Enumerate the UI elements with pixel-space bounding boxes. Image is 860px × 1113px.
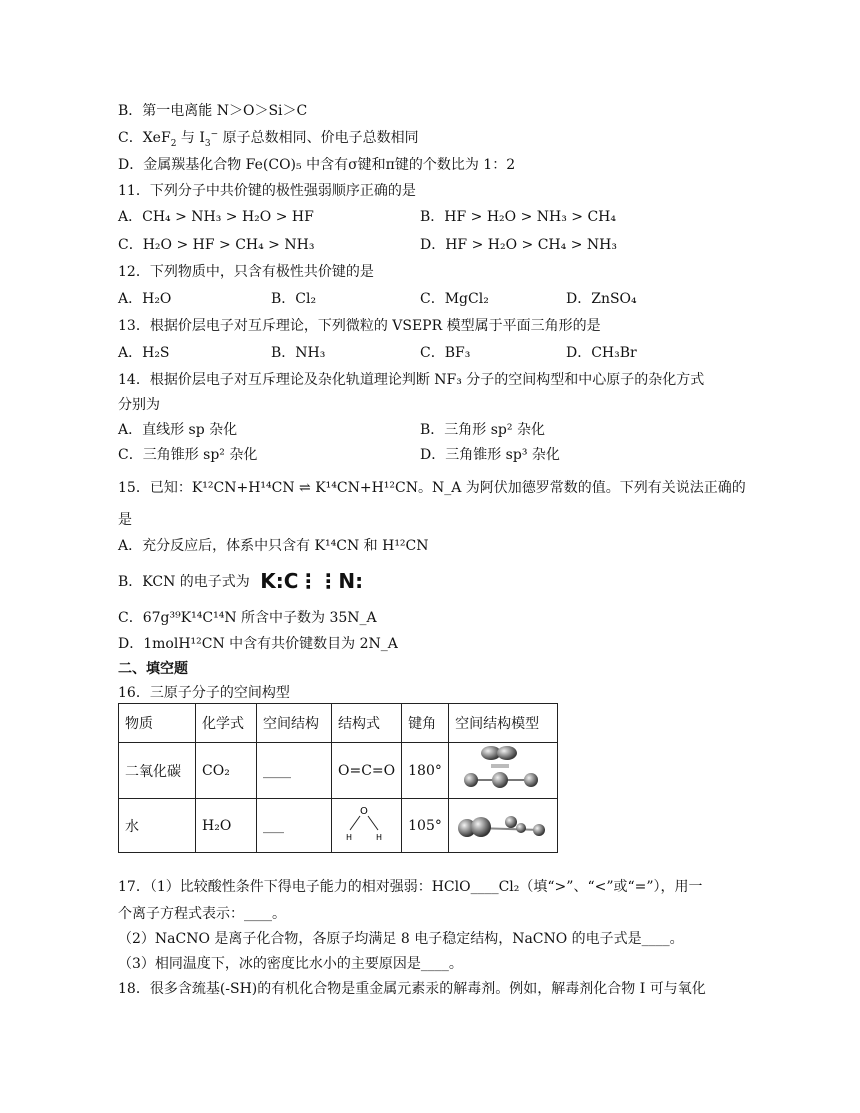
q10-option-c xyxy=(118,129,419,147)
structure-table xyxy=(118,703,558,853)
water-shape-blank[interactable]: ___ xyxy=(257,799,332,853)
q10-c-sub1: 2 xyxy=(170,138,177,149)
water-model-image xyxy=(449,799,558,853)
kcn-electron-formula: K:C⋮⋮N: xyxy=(260,569,364,593)
q11-option-b: B．HF > H₂O > NH₃ > CH₄ xyxy=(420,209,617,225)
q11-option-a: A．CH₄ > NH₃ > H₂O > HF xyxy=(118,209,314,225)
co2-ball-model-icon xyxy=(455,744,551,794)
q18-line1: 18．很多含巯基(-SH)的有机化合物是重金属元素汞的解毒剂。例如，解毒剂化合物 I 可与氧化 xyxy=(118,981,706,997)
water-h2-label: H xyxy=(376,832,383,842)
q12-option-a: A．H₂O xyxy=(118,291,172,307)
water-ball-model-icon xyxy=(455,804,551,844)
q15-option-c: C．67g³⁹K¹⁴C¹⁴N 所含中子数为 35N_A xyxy=(118,610,377,626)
q15-b-label: B．KCN 的电子式为 xyxy=(118,574,250,590)
q14-stem-line1: 14．根据价层电子对互斥理论及杂化轨道理论判断 NF₃ 分子的空间构型和中心原子的杂化方式 xyxy=(118,372,705,388)
header-structure: 结构式 xyxy=(332,704,402,743)
q13-option-c: C．BF₃ xyxy=(420,345,471,361)
water-name: 水 xyxy=(119,799,196,853)
q17-line4: （3）相同温度下，冰的密度比水小的主要原因是____。 xyxy=(118,956,463,972)
q14-stem-line2: 分别为 xyxy=(118,397,160,413)
co2-formula: CO₂ xyxy=(196,743,257,799)
header-substance: 物质 xyxy=(119,704,196,743)
water-o-label: O xyxy=(360,805,368,817)
water-structure-diagram xyxy=(338,802,394,846)
section-fill-in-title: 二、填空题 xyxy=(118,661,188,677)
co2-model-image xyxy=(449,743,558,799)
q11-option-d: D．HF > H₂O > CH₄ > NH₃ xyxy=(420,237,617,253)
water-angle: 105° xyxy=(402,799,449,853)
header-angle: 键角 xyxy=(402,704,449,743)
water-h1-label: H xyxy=(346,832,353,842)
table-row xyxy=(119,743,558,799)
q15-stem-line2: 是 xyxy=(118,512,132,528)
q10-c-part3: 原子总数相同、价电子总数相同 xyxy=(218,130,419,146)
header-formula: 化学式 xyxy=(196,704,257,743)
q11-option-c: C．H₂O > HF > CH₄ > NH₃ xyxy=(118,237,315,253)
q13-option-b: B．NH₃ xyxy=(271,345,326,361)
table-header-row xyxy=(119,704,558,743)
q12-option-c: C．MgCl₂ xyxy=(420,291,489,307)
q15-option-b xyxy=(118,569,364,593)
q10-option-b: B．第一电离能 N＞O＞Si＞C xyxy=(118,103,308,119)
q15-stem-line1: 15．已知：K¹²CN+H¹⁴CN ⇌ K¹⁴CN+H¹²CN。N_A 为阿伏加德罗常数的值。下列有关说法正确的 xyxy=(118,480,746,496)
q10-c-sub2: 3 xyxy=(204,138,211,149)
q10-c-sup2: − xyxy=(210,129,219,140)
q14-option-c: C．三角锥形 sp² 杂化 xyxy=(118,447,258,463)
q12-stem: 12．下列物质中，只含有极性共价键的是 xyxy=(118,264,374,280)
water-formula: H₂O xyxy=(196,799,257,853)
header-shape: 空间结构 xyxy=(257,704,332,743)
q13-option-d: D．CH₃Br xyxy=(566,345,637,361)
q15-option-d: D．1molH¹²CN 中含有共价键数目为 2N_A xyxy=(118,636,398,652)
co2-angle: 180° xyxy=(402,743,449,799)
q17-line3: （2）NaCNO 是离子化合物，各原子均满足 8 电子稳定结构，NaCNO 的电子式是____。 xyxy=(118,931,684,947)
q17-line1: 17．（1）比较酸性条件下得电子能力的相对强弱：HClO____Cl₂（填“>”、“<”或“=”），用一 xyxy=(118,879,703,895)
q13-option-a: A．H₂S xyxy=(118,345,170,361)
q10-c-part1: C．XeF xyxy=(118,130,171,146)
q16-stem: 16．三原子分子的空间构型 xyxy=(118,685,290,701)
q17-line2: 个离子方程式表示：____。 xyxy=(118,906,286,922)
q12-option-d: D．ZnSO₄ xyxy=(566,291,637,307)
q14-option-a: A．直线形 sp 杂化 xyxy=(118,422,238,438)
q13-stem: 13．根据价层电子对互斥理论，下列微粒的 VSEPR 模型属于平面三角形的是 xyxy=(118,318,601,334)
q15-option-a: A．充分反应后，体系中只含有 K¹⁴CN 和 H¹²CN xyxy=(118,538,429,554)
header-model: 空间结构模型 xyxy=(449,704,558,743)
table-row xyxy=(119,799,558,853)
q10-c-part2: 与 I xyxy=(176,130,205,146)
co2-structure: O=C=O xyxy=(332,743,402,799)
q12-option-b: B．Cl₂ xyxy=(271,291,317,307)
water-structure xyxy=(332,799,402,853)
q11-stem: 11．下列分子中共价键的极性强弱顺序正确的是 xyxy=(118,183,416,199)
q14-option-d: D．三角锥形 sp³ 杂化 xyxy=(420,447,560,463)
co2-shape-blank[interactable]: ____ xyxy=(257,743,332,799)
co2-name: 二氧化碳 xyxy=(119,743,196,799)
q10-option-d: D．金属羰基化合物 Fe(CO)₅ 中含有σ键和π键的个数比为 1：2 xyxy=(118,157,516,173)
q14-option-b: B．三角形 sp² 杂化 xyxy=(420,422,545,438)
